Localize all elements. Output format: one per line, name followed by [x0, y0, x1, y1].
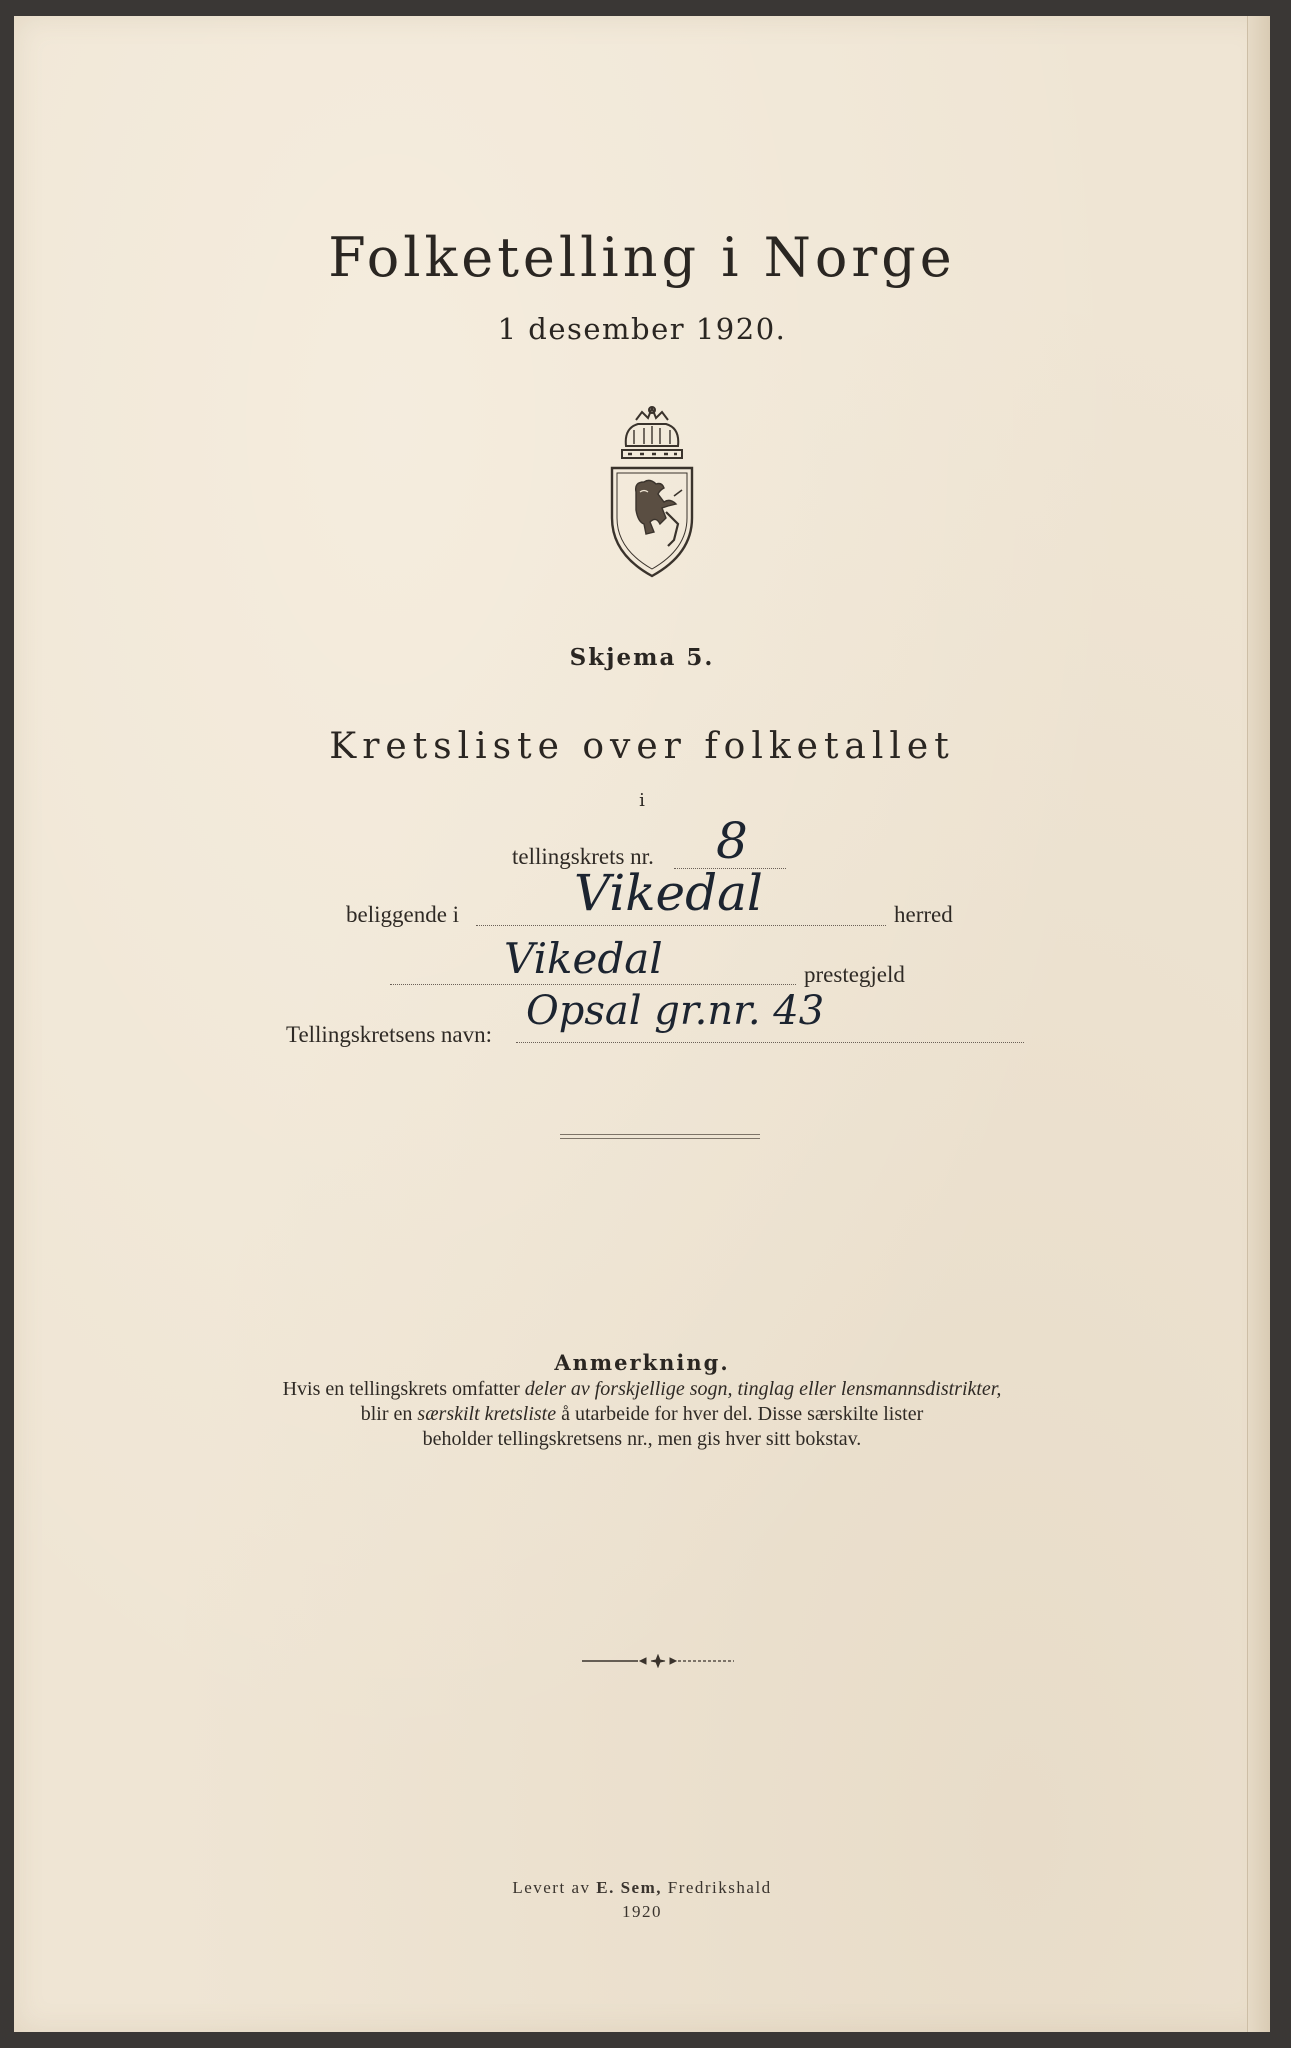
divider-rule	[560, 1134, 760, 1135]
document-date: 1 desember 1920.	[497, 312, 787, 346]
beliggende-value: Vikedal	[574, 864, 763, 922]
navn-value: Opsal gr.nr. 43	[526, 988, 825, 1034]
schema-label: Skjema 5.	[569, 644, 715, 671]
norwegian-coat-of-arms-icon	[604, 406, 700, 578]
note-line-3: beholder tellingskretsens nr., men gis hver sitt bokstav.	[422, 1428, 862, 1450]
document-page	[14, 16, 1270, 2032]
document-title: Folketelling i Norge	[328, 226, 956, 289]
page-edge	[1247, 16, 1270, 2032]
printer-year: 1920	[622, 1902, 662, 1921]
note-line-1	[14, 1378, 1270, 1401]
prestegjeld-value: Vikedal	[504, 934, 663, 983]
note-line-2-text-a: blir en	[360, 1403, 418, 1425]
note-line-2-emphasis: særskilt kretsliste	[417, 1403, 557, 1425]
prestegjeld-label: prestegjeld	[804, 962, 905, 987]
connector-text: i	[639, 790, 645, 811]
tellingskrets-label: tellingskrets nr.	[512, 844, 654, 869]
note-line-1-text: Hvis en tellingskrets omfatter	[282, 1378, 525, 1400]
note-heading: Anmerkning.	[554, 1350, 730, 1375]
beliggende-label: beliggende i	[346, 902, 460, 927]
tellingskrets-value: 8	[716, 812, 748, 870]
prestegjeld-dotline	[390, 984, 796, 985]
printer-credit	[14, 1878, 1270, 1898]
herred-label: herred	[894, 902, 953, 927]
note-line-1-emphasis: deler av forskjellige sogn, tinglag eller lensmannsdistrikter,	[524, 1378, 1002, 1400]
note-line-2	[14, 1403, 1270, 1426]
printer-name: E. Sem,	[596, 1878, 662, 1897]
form-heading: Kretsliste over folketallet	[329, 726, 955, 767]
navn-dotline	[516, 1042, 1024, 1043]
printer-credit-prefix: Levert av	[512, 1878, 597, 1897]
beliggende-dotline	[476, 925, 886, 926]
ornamental-divider-icon	[580, 1654, 736, 1668]
navn-label: Tellingskretsens navn:	[286, 1022, 492, 1047]
divider-rule	[560, 1138, 760, 1139]
bleed-through	[874, 376, 882, 404]
note-line-2-text-b: å utarbeide for hver del. Disse særskilte lister	[556, 1403, 924, 1425]
printer-location: Fredrikshald	[661, 1878, 772, 1897]
